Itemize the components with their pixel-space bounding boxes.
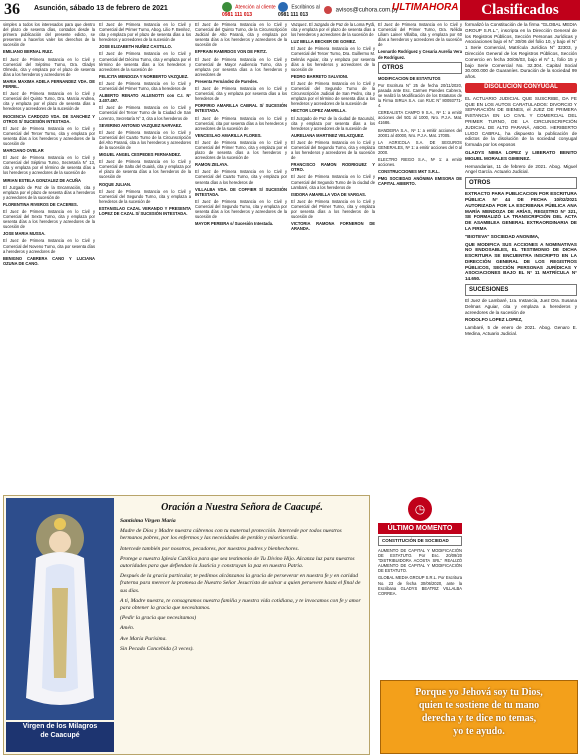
notice-text: El Juez de Primera Instancia en lo Civil y Comercial del Séptimo Turno, Secretaría N° 13, cita y emplaza por el término de sesenta días a los herederos y acreedores de la sucesión de bbox=[3, 155, 95, 176]
phone-icon bbox=[278, 2, 288, 12]
notice-text: CEREALISTA CAMPO 9 S.A., Nº 1: a emitir acciones del 501 al 1000, Nro. P.J.A. Mat. 41686. bbox=[378, 110, 462, 126]
notice-name: GLADYS NIMIA LOPEZ y LIBERATO BENITO MIGUEL MORALES GIMENEZ. bbox=[465, 149, 577, 161]
page-header bbox=[0, 0, 580, 21]
whatsapp-contact: Atención al cliente 0981 111 013 bbox=[222, 2, 276, 18]
notice-name: EFFRAIN RAMIRDOS VON DE FRITZ. bbox=[195, 49, 267, 55]
notice-text: El Juez de Primera Instancia en lo Civil y Comercial del Cuarto Turno, cita y emplaza por sesenta días a los herederos de bbox=[195, 169, 287, 185]
notice-name: ROQUE JULIAN. bbox=[99, 181, 132, 187]
notice-text: El Juez de Primera Instancia en lo Civil y Comercial del Primer Turno, cita y emplaza por sesenta días a los herederos de la sucesión de bbox=[291, 198, 375, 220]
email-icon bbox=[324, 6, 332, 14]
notice-name: MARCIANO OVELAR bbox=[3, 148, 44, 154]
notice-name: SEVERINO ANTONIO VAZQUEZ NARVAEZ. bbox=[99, 122, 183, 128]
notice-text: El Juez de Primera Instancia en lo Civil y Comercial del Noveno Turno, cita por sesenta días a herederos y acreedores de bbox=[3, 238, 95, 254]
page-number: 36 bbox=[4, 1, 20, 18]
notice-text: El Juez de Primera Instancia en lo Civil y Comercial del Tercer Turno, cita y emplaza por sesenta días a los herederos y acreedores de la sucesión de bbox=[3, 125, 95, 146]
notice-name: PEDRO BARRETO SALVIONI. bbox=[291, 73, 349, 79]
notice-name: ISIDORA AMARILLA VDA DE VARGAS. bbox=[291, 191, 367, 197]
notice-text: El Juez de Primera Instancia en lo Civil y Comercial del Primer Turno, cita a herederos de bbox=[99, 80, 191, 92]
section-header-otros: OTROS bbox=[378, 62, 462, 74]
notice-name: ALBERTO RENATO ALLENOTTI con C.I. N° 3.407.497. bbox=[99, 93, 191, 104]
section-title: Clasificados bbox=[460, 0, 580, 20]
notice-text: El Juez de Lambaré, 1ra. Instancia, Juez Dra. Susana Delmas Aguiar, cita y emplaza a herederos y acreedores de la sucesión de bbox=[465, 298, 577, 315]
notice-text: El Juez de Primera Instancia en lo Civil y Comercial del Séptimo Turno, Dra. Gladys Olmedo, cita y emplaza por el plazo de sesenta días a los herederos y acreedores de bbox=[3, 56, 95, 77]
notice-text: AUMENTO DE CAPITAL Y MODIFICACIÓN DE ESTATUTO. Por Esc. 20/09/20 "DISTRIBUIDORA ACOSTA SRL" REALIZÓ AUMENTO DE CAPITAL Y MODIFICACIÓN DE ESTATUTO. bbox=[378, 548, 462, 574]
notice-text: QUE MODIFICA SUS ACCIONES A NOMINATIVAS NO ENDOSABLES, EL TESTIMONIO DE DICHA ESCRITURA SE ENCUENTRA INSCRIPTO EN LA DIRECCIÓN GENERAL DE LOS REGISTROS PÚBLICOS, SECCIÓN PERSONAS JURÍDICAS Y ASOCIACIONES BAJO EL N° 11 MATRÍCULA N° 14.650. bbox=[465, 241, 577, 282]
classifieds-column-4 bbox=[291, 22, 375, 492]
classifieds-column-5 bbox=[378, 22, 462, 492]
notice-text: El Juez de Primera Instancia en lo Civil y Comercial del Tercer Turno de la Ciudad de San Lorenzo, Secretaría N° 3, cita a los herederos de bbox=[99, 105, 191, 121]
notice-text: EXTRACTO PARA PUBLICACION POR ESCRITURA PÚBLICA N° 44 DE FECHA 10/02/2021 AUTORIZADA POR LA ESCRIBANA PÚBLICA ANA MARÍA MENDOZA DE ARÍAS, REGISTRO N° 321, SE FORMALIZÓ LA TRANSCRIPCIÓN DEL ACTA DE ASAMBLEA GENERAL EXTRAORDINARIA DE LA FIRMA bbox=[465, 191, 577, 231]
notice-name: BENIGNO CABRERA CANO Y LUCIANA OZUNA DE CANO. bbox=[3, 255, 95, 266]
notice-name: CONSTRUCCIONES MKT S.R.L. bbox=[378, 169, 440, 175]
classifieds-column-2 bbox=[99, 22, 191, 492]
notice-text: El Juez de Primera Instancia en lo Civil y Comercial del Segundo Turno, cita y emplaza a herederos de la sucesión de bbox=[99, 188, 191, 204]
ultimo-momento-subtitle: CONSTITUCIÓN DE SOCIEDAD bbox=[378, 536, 462, 546]
notice-name: AURELIANA MARTINEZ VELAZQUEZ. bbox=[291, 132, 365, 138]
classifieds-column-1 bbox=[3, 22, 95, 492]
notice-text: El Juez de Primera Instancia en lo Civil y Comercial del Sexto Turno, cita y emplaza por sesenta días a los herederos y acreedores de la sucesión de bbox=[3, 209, 95, 230]
notice-heading: MODIFICACION DE ESTATUTOS bbox=[378, 75, 441, 81]
section-header-otros: OTROS bbox=[465, 177, 577, 189]
notice-name: FLORENTINA RIVEROS DE CACERES. bbox=[3, 201, 78, 207]
virgin-figure-icon bbox=[6, 498, 114, 720]
notice-text: Lambaré, 5 de enero de 2021. Abog. Genaro E. Medina, Actuario Judicial. bbox=[465, 325, 577, 337]
virgin-caption: Virgen de los Milagros de Caacupé bbox=[6, 722, 114, 752]
notice-text: Por Escritura N° 25 de fecha 20/11/2020, pasada ante Esc. Carmen Paredes Cabrera, se realizó la Modificación de los Estatutos de la Firma SIRUA S.A. con RUC N° 80093771-4. bbox=[378, 82, 462, 109]
notice-text: El Juez de Primera Instancia en lo Civil y Comercial del Segundo Turno, cita y emplaza por sesenta días a los herederos y acreedores de la sucesión de bbox=[195, 198, 287, 220]
notice-text: Hernandarias, 11 de febrero de 2021. Abog. Miguel Angel García. Actuario Judicial. bbox=[465, 163, 577, 175]
notice-name: EMILIANO BERNAL RUIZ. bbox=[3, 49, 53, 55]
clock-icon: ◷ bbox=[408, 497, 432, 521]
notice-name: Leonardo Rodriguez y Cesaria Aurelia Vera de Rodriguez. bbox=[378, 49, 462, 60]
classifieds-column-3 bbox=[195, 22, 287, 492]
notice-name: Presenta Fernández de Paredes. bbox=[195, 78, 259, 84]
notice-name: PMG SOCIEDAD ANÓNIMA EMISORA DE CAPITAL ABIERTO. bbox=[378, 176, 462, 187]
notice-name: VENCESLAO AMARILLA FLORES. bbox=[195, 132, 262, 138]
notice-name: MAYOR PEREIRA s/ Sucesión Intestada. bbox=[195, 221, 274, 227]
notice-text: El Juez de Primera Instancia en lo Civil y Comercial del Décimo Turno, cita y emplaza por el término de sesenta días a los herederos y acreedores de la sucesión de bbox=[99, 51, 191, 72]
prayer-advertisement bbox=[3, 495, 370, 755]
notice-text: EL ACTUARIO JUDICIAL QUE SUSCRIBE, DA FE QUE EN LOS AUTOS CARATULADOS: DIVORCIO Y SEPARACIÓN DE BIENES, el JUEZ DE PRIMERA INSTANCIA EN LO CIVIL Y COMERCIAL DEL PRIMER TURNO, DE LA CIRCUNSCRIPCIÓN JUDICIAL DE ALTO PARANÁ, ABOG. HERIBERTO LUGO CABRAL, ha dispuesto la publicación de edictos de la disolución de la sociedad conyugal formada por los esposos bbox=[465, 95, 577, 148]
notice-text: Vazquez. El Juzgado de Paz de la Loma Pytã, cita y emplaza por el plazo de sesenta días a los herederos y acreedores de la sucesión de bbox=[291, 22, 375, 38]
bible-verse-advertisement bbox=[380, 680, 578, 754]
notice-name: HECTOR LOPEZ AMARILLA. bbox=[291, 108, 347, 114]
notice-name: FRANCISCO RAMON RODRIGUEZ Y OTRO. bbox=[291, 162, 375, 173]
email-contact[interactable]: avisos@cuhora.com.py bbox=[324, 6, 398, 14]
notice-name: ESTANISLAO CAZAL VERANDO Y PRESENTA LOPEZ DE CAZAL S/ SUCESIÓN INTESTADA. bbox=[99, 205, 191, 216]
notice-text: El Juez de Primera Instancia en lo Civil y Comercial de Mayor Audiencia Turno, cita y emplaza por sesenta días a los herederos y acreedores de bbox=[195, 56, 287, 77]
notice-text: El Juez de Primera Instancia en lo Civil y Comercial del Primer Turno, Abog. Lilio F. Benítez, cita y emplaza por el plazo de sesenta días a los herederos y acreedores de la sucesión de bbox=[99, 22, 191, 43]
virgin-image bbox=[6, 498, 114, 720]
notice-name: RAMON ZELAYA. bbox=[195, 162, 229, 168]
notice-text: ELECTRO RIEGO S.A., Nº 1: a emitir acciones. bbox=[378, 156, 462, 168]
publication-date: Asunción, sábado 13 de febrero de 2021 bbox=[34, 5, 168, 12]
notice-text: LA AGRICOLA S.A. DE SEGUROS GENERALES, Nº 1: a emitir acciones del 0 al 2000. bbox=[378, 139, 462, 155]
notice-name: RODOLFO LOPEZ LOPEZ, bbox=[465, 317, 523, 323]
notice-name: LUZ BELLA BECKER DE GOMEZ. bbox=[291, 39, 357, 45]
ultimo-momento-title: ÚLTIMO MOMENTO bbox=[378, 523, 462, 534]
notice-text: GLOBAL MEDIA GROUP S.R.L. Por Escritura No. 23 de fecha 30/06/2020, ante la Escribana GLADYS BEATRIZ VILLALBA CORREA. bbox=[378, 575, 462, 596]
notice-name: MARIA MAXIMA ADELA FERNANDEZ VDA. DE FERRIL. bbox=[3, 78, 95, 90]
notice-text: El Juez de Primera Instancia en lo Civil y Comercial del Quinto Turno, de la Circunscripción Judicial de Alto Paraná, cita y emplaza por sesenta días a los herederos y acreedores de la sucesión de bbox=[195, 22, 287, 48]
notice-text: El Juez de Primera Instancia en lo Civil y Comercial del Quinto Turno, Dra. Marcia Andrea, cita y emplaza por el plazo de sesenta días a herederos y acreedores de la sucesión de bbox=[3, 91, 95, 112]
notice-name: VILLALBA VDA. DE COFFIER S/ SUCESIÓN INTESTADA. bbox=[195, 186, 287, 197]
notice-text: El Juez de Primera Instancia en lo Civil y Comercial del Segundo Turno de la Circunscripción Judicial de San Pedro, cita y emplaza por el término de sesenta días a los herederos y acreedores de la sucesión de bbox=[291, 80, 375, 107]
notice-name: INOCENCIA CARDOZO VDA. DE SANCHEZ Y OTROS S/ SUCESIÓN INTESTADA. bbox=[3, 113, 95, 124]
phone-contact: Escribinos al 0981 111 013 bbox=[278, 2, 320, 18]
notice-name: FELICITA MENDOZA Y NORBERTO VAZQUEZ. bbox=[99, 73, 189, 79]
notice-name: "BIOTEVA" SOCIEDAD ANONIMA, bbox=[465, 233, 540, 239]
brand-logo: ULTIMAHORA bbox=[392, 2, 459, 13]
notice-name: MIRIAN ESTELA GONZALEZ DE ACUÑA bbox=[3, 177, 81, 183]
ultimo-momento-section bbox=[378, 497, 462, 596]
notice-name: PORFIRIO AMARILLA CABRAL S/ SUCESIÓN INTESTADA. bbox=[195, 103, 287, 114]
section-header-disolucion: DISOLUCIÓN CONYUGAL bbox=[465, 83, 577, 93]
section-header-sucesiones: SUCESIONES bbox=[465, 284, 577, 296]
notice-text: El Juez de Primera Instancia en lo Civil y Comercial del Primer Turno, Dra. Nélida Liliam Lainer Villalba, cita y emplaza por 60 días a herederos y acreedores de la sucesión de bbox=[378, 22, 462, 48]
notice-text: El Juez de Primera Instancia en lo Civil y Comercial del Tercer Turno, Dra. Guillermo M. Delmás Aguiar, cita y emplaza por sesenta días a los herederos y acreedores de la sucesión de bbox=[291, 46, 375, 72]
notice-name: JOSE ELIZABETH NUÑEZ CASTILLO. bbox=[99, 44, 173, 50]
notice-text: El Juez de Primera Instancia en lo Civil y Comercial, cita y emplaza por sesenta días a los herederos de bbox=[195, 86, 287, 102]
notice-text: El Juzgado de Paz de la ciudad de Itacurubí, cita y emplaza por sesenta días a los herederos y acreedores de la sucesión de bbox=[291, 115, 375, 131]
notice-text: BANDEIRA S.A., Nº 1: a emitir acciones del 20001 al 40000, Nro. P.J.A. Mat. 17005. bbox=[378, 127, 462, 138]
prayer-title: Oración a Nuestra Señora de Caacupé. bbox=[161, 502, 323, 513]
ad-text: Porque yo Jehová soy tu Dios, quien te sostiene de tu mano derecha y te dice no temas, yo te ayudo. bbox=[415, 687, 543, 737]
notice-text: El Juez de Primera Instancia en lo Civil y Comercial del Primer Turno, cita y emplaza por el plazo de sesenta días a los herederos y acreedores de la sucesión de bbox=[195, 139, 287, 161]
notice-name: VICTORIA RAMONA FORNERON DE ARANDA. bbox=[291, 221, 375, 232]
notice-text: El Juez de Primera Instancia en lo Civil y Comercial, cita por sesenta días a los herederos y acreedores de la sucesión de bbox=[195, 115, 287, 131]
notice-name: JOSE MARIA MUSSA. bbox=[3, 231, 46, 237]
classifieds-column-6 bbox=[465, 22, 577, 747]
whatsapp-icon bbox=[222, 2, 232, 12]
notice-text: formalizó la Constitución de la firma "GLOBAL MEDIA GROUP S.R.L.", inscripta en la Dirección General de los Registros Públicos, Sección Personas Jurídicas y Asociaciones bajo el N° 30/06 del folio 10, y bajo el N° 1 Serie Comercial, Matrícula Jurídica N° 32303, y Dirección General de los Registros Públicos, Sección Comercio en fecha 30/06/03, bajo el N° 1, folio 15 y bajo Serie Comercial No. 32.304. Capital Social 30.000.000 de Guaraníes. Duración de la sociedad 99 años. bbox=[465, 22, 577, 80]
notice-text: El Juez de Primera Instancia en lo Civil y Comercial del Segundo Turno de la ciudad de Lambaré, cita a los herederos de bbox=[291, 174, 375, 190]
notice-text: El Juzgado de Paz de la Encarnación, cita y emplaza por el plazo de sesenta días a herederos y acreedores de la sucesión de bbox=[3, 184, 95, 200]
prayer-text: Santísima Virgen María Madre de Dios y Madre nuestra cúbrenos con tu maternal protección. Intercede por todos nuestros hermanos pobres, por los enfermos y las necesidades de perdón y misericordia. Intercede también por nosotros, pecadores, por nuestros padres y bienhechores. Protege a nuestra Iglesia Católica para que sea testimonio de Tu Divino Hijo. Alcanza luz para nuestros autoridades para que defiendan la Justicia y construyan la paz en nuestra Patria. Después de la gracia particular, te pedimos alcánzanos la gracia de perseverar en nuestra fe y en caridad fraterna para merecer la promesa de Nuestro Señor Jesucristo de salvar a quien persevere hasta el final de sus días. A ti, Madre nuestra, te consagramos nuestra familia y nuestra vida cotidiana, y te invocamos con fe y amor para obtener la gracia que necesitamos. (Pedir la gracia que necesitamos) Amén. Ave María Purísima. Sin Pecado Concebida (3 veces). bbox=[120, 518, 361, 652]
notice-text: El Juez de Primera Instancia en lo Civil y Comercial del Cuarto Turno de la Circunscripción del Alto Paraná, cita a los herederos y acreedores de la sucesión de bbox=[99, 129, 191, 150]
notice-name: MIGUEL ANGEL CESPEDES FERNANDEZ. bbox=[99, 152, 182, 158]
notice-text: simples a todos los interesados para que dentro del plazo de sesenta días, contados desde la primera publicación del presente edicto, se presenten a hacerlos valer los derechos de la sucesión de bbox=[3, 22, 95, 48]
notice-text: El Juez de Primera Instancia en lo Civil y Comercial del Segundo Turno, cita y emplaza a los herederos y acreedores de la sucesión de bbox=[291, 139, 375, 161]
notice-text: El Juez de Primera Instancia en lo Civil y Comercial de Salto del Guairá, cita y emplaza por el plazo de sesenta días a los herederos de la sucesión de bbox=[99, 159, 191, 180]
